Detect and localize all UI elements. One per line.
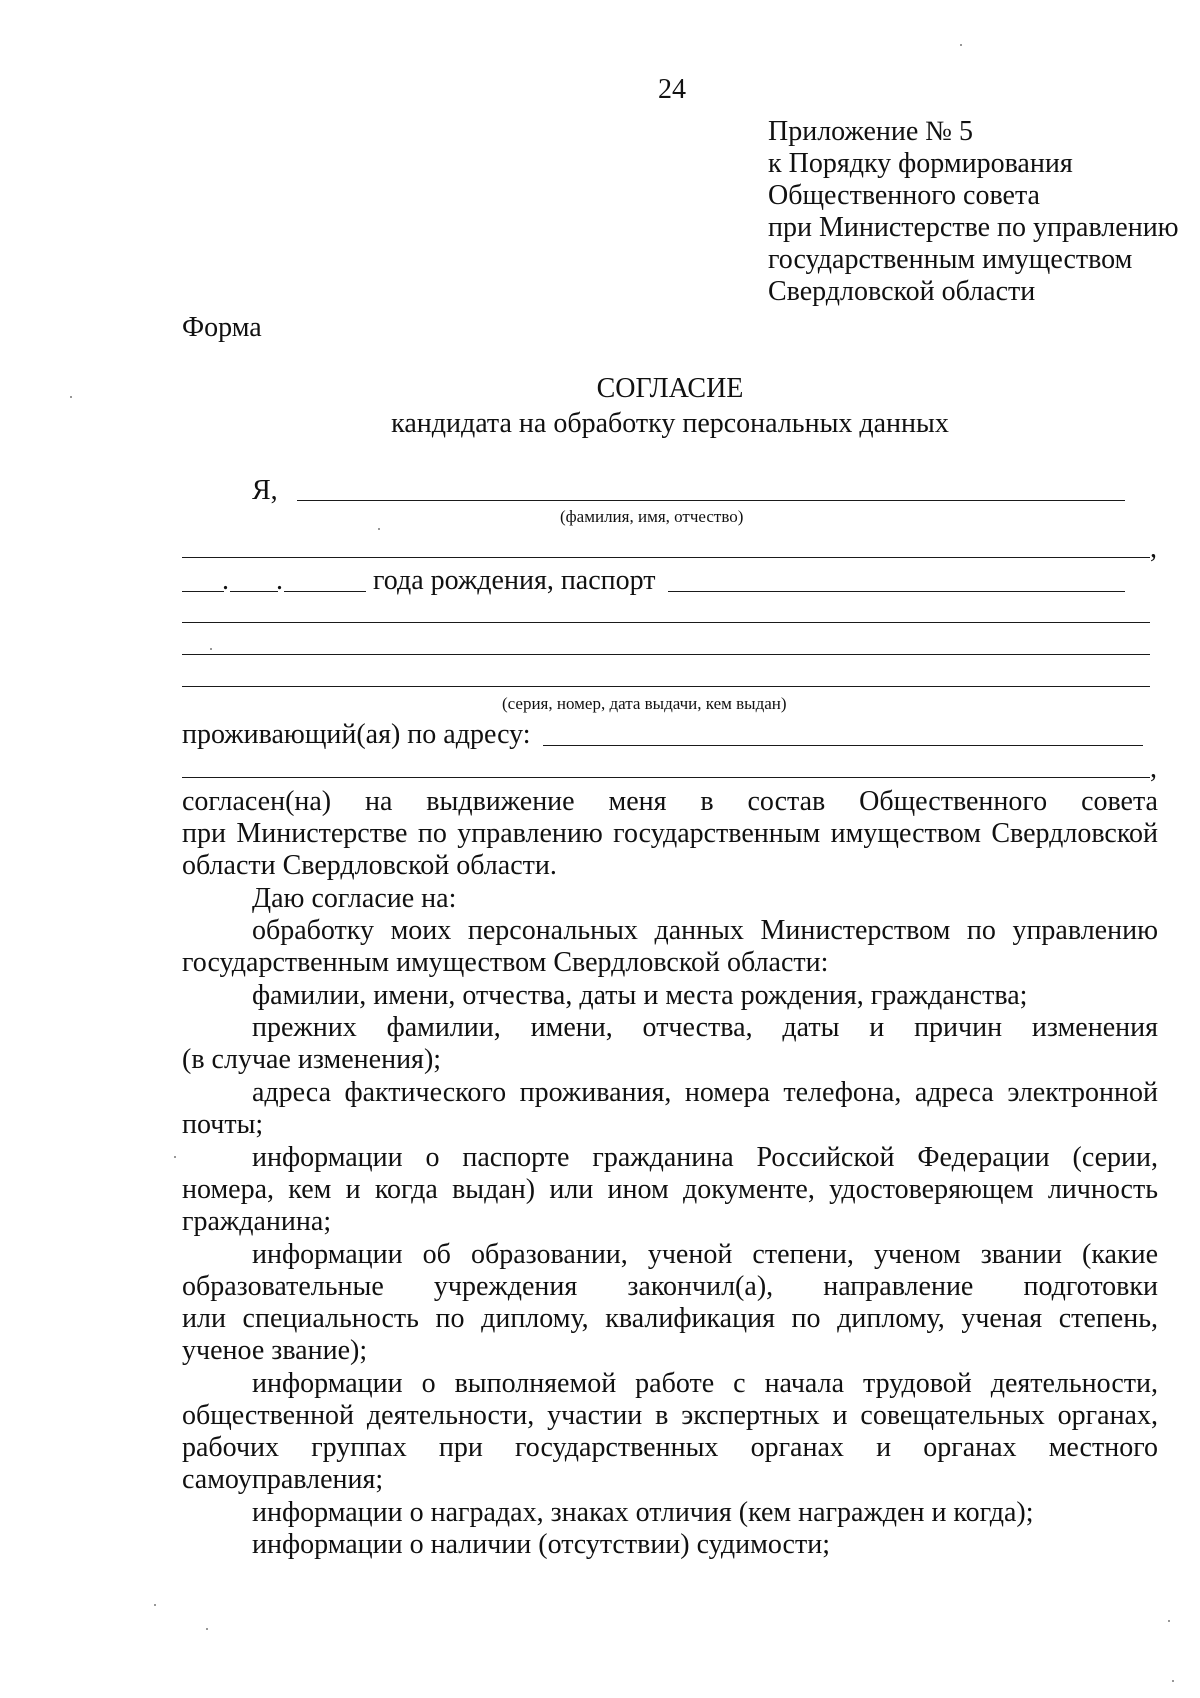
document-title: СОГЛАСИЕ	[596, 373, 744, 404]
consent-item-continuation: гражданина;	[182, 1206, 332, 1237]
fio-hint: (фамилия, имя, отчество)	[560, 507, 744, 526]
consent-item-continuation: ученое звание);	[182, 1335, 368, 1366]
consent-item: информации о наградах, знаках отличия (кем награжден и когда);	[252, 1497, 1034, 1528]
scan-speck	[210, 648, 212, 650]
passport-field-line[interactable]	[668, 591, 1125, 592]
passport-line[interactable]	[182, 654, 1150, 655]
consent-text-line: при Министерстве по управлению государственным имуществом Свердловской	[182, 818, 1158, 849]
consent-item-continuation: номера, кем и когда выдан) или ином документе, удостоверяющем личность	[182, 1174, 1158, 1205]
birth-passport-label: года рождения, паспорт	[373, 565, 656, 596]
scan-speck	[1168, 1620, 1170, 1622]
passport-line[interactable]	[182, 686, 1150, 687]
scan-speck	[70, 396, 72, 398]
fio-field-line[interactable]	[297, 500, 1125, 501]
consent-item-continuation: (в случае изменения);	[182, 1044, 442, 1075]
processing-line: государственным имуществом Свердловской области:	[182, 947, 829, 978]
consent-text-line: согласен(на) на выдвижение меня в состав Общественного совета	[182, 786, 1158, 817]
address-label: проживающий(ая) по адресу:	[182, 719, 531, 750]
scan-speck	[960, 44, 962, 46]
appendix-line: государственным имуществом	[768, 244, 1133, 275]
birth-year-line[interactable]	[284, 591, 366, 592]
consent-item: информации об образовании, ученой степени, ученом звании (какие	[252, 1239, 1158, 1270]
scan-speck	[1172, 1680, 1174, 1682]
address-line[interactable]	[182, 777, 1150, 778]
birth-month-line[interactable]	[230, 591, 278, 592]
address-field-line[interactable]	[543, 745, 1143, 746]
consent-item: фамилии, имени, отчества, даты и места рождения, гражданства;	[252, 980, 1028, 1011]
consent-item: информации о выполняемой работе с начала трудовой деятельности,	[252, 1368, 1158, 1399]
appendix-line: Общественного совета	[768, 180, 1040, 211]
passport-hint: (серия, номер, дата выдачи, кем выдан)	[502, 694, 787, 713]
consent-item: прежних фамилии, имени, отчества, даты и причин изменения	[252, 1012, 1158, 1043]
consent-item-continuation: или специальность по диплому, квалификация по диплому, ученая степень,	[182, 1303, 1158, 1334]
appendix-line: Приложение № 5	[768, 116, 973, 147]
form-label: Форма	[182, 312, 262, 343]
i-prefix: Я,	[252, 475, 278, 506]
scan-speck	[206, 1628, 208, 1630]
birth-dot: .	[276, 565, 283, 596]
line-comma: ,	[1150, 533, 1157, 564]
scan-speck	[174, 1156, 176, 1158]
page-number: 24	[658, 74, 686, 105]
give-consent-heading: Даю согласие на:	[252, 883, 457, 914]
birth-dot: .	[222, 565, 229, 596]
consent-text-line: области Свердловской области.	[182, 850, 557, 881]
consent-item-continuation: общественной деятельности, участии в экспертных и совещательных органах,	[182, 1400, 1158, 1431]
scan-speck	[154, 1604, 156, 1606]
consent-item: информации о наличии (отсутствии) судимости;	[252, 1529, 830, 1560]
appendix-line: при Министерстве по управлению	[768, 212, 1179, 243]
fio-continuation-line[interactable]	[182, 557, 1150, 558]
appendix-line: к Порядку формирования	[768, 148, 1073, 179]
document-subtitle: кандидата на обработку персональных данных	[391, 408, 949, 439]
scan-speck	[378, 528, 380, 530]
processing-line: обработку моих персональных данных Министерством по управлению	[252, 915, 1158, 946]
line-comma: ,	[1150, 753, 1157, 784]
passport-line[interactable]	[182, 622, 1150, 623]
consent-item: информации о паспорте гражданина Российской Федерации (серии,	[252, 1142, 1158, 1173]
consent-item-continuation: образовательные учреждения закончил(а), направление подготовки	[182, 1271, 1158, 1302]
consent-item-continuation: самоуправления;	[182, 1464, 384, 1495]
birth-day-line[interactable]	[182, 591, 224, 592]
consent-item-continuation: рабочих группах при государственных органах и органах местного	[182, 1432, 1158, 1463]
appendix-line: Свердловской области	[768, 276, 1036, 307]
consent-item-continuation: почты;	[182, 1109, 264, 1140]
consent-item: адреса фактического проживания, номера телефона, адреса электронной	[252, 1077, 1158, 1108]
